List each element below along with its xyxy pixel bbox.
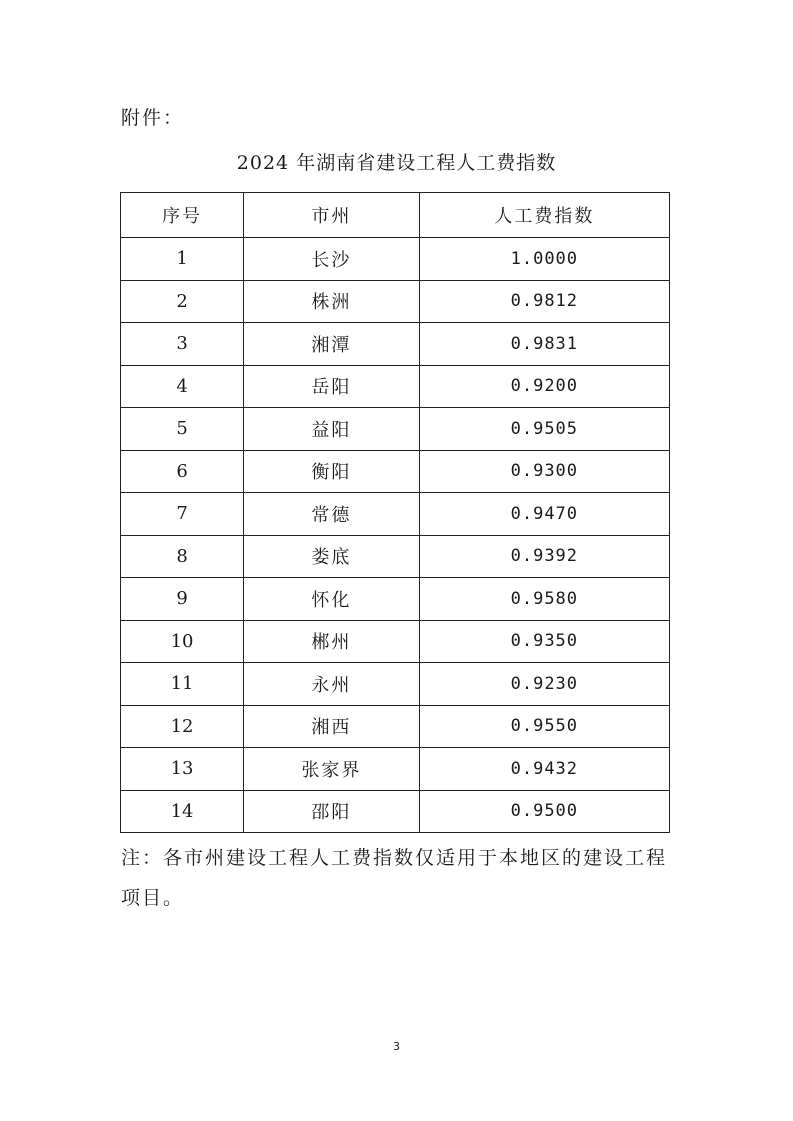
table-row xyxy=(121,790,670,833)
table-row xyxy=(121,748,670,791)
row-index: 0.9300 xyxy=(419,450,669,493)
table-row xyxy=(121,280,670,323)
row-number: 6 xyxy=(121,450,244,493)
row-number: 14 xyxy=(121,790,244,833)
row-number: 10 xyxy=(121,620,244,663)
row-city: 张家界 xyxy=(244,748,420,791)
attachment-label: 附件： xyxy=(121,107,185,129)
row-number: 8 xyxy=(121,535,244,578)
row-number: 7 xyxy=(121,493,244,536)
row-number: 1 xyxy=(121,238,244,281)
row-index: 0.9500 xyxy=(419,790,669,833)
row-city: 湘西 xyxy=(244,705,420,748)
row-index: 0.9505 xyxy=(419,408,669,451)
labor-cost-index-table xyxy=(120,192,670,833)
row-index: 1.0000 xyxy=(419,238,669,281)
row-number: 13 xyxy=(121,748,244,791)
row-city: 娄底 xyxy=(244,535,420,578)
row-index: 0.9432 xyxy=(419,748,669,791)
row-index: 0.9470 xyxy=(419,493,669,536)
table-row xyxy=(121,620,670,663)
row-city: 长沙 xyxy=(244,238,420,281)
row-city: 怀化 xyxy=(244,578,420,621)
row-index: 0.9200 xyxy=(419,365,669,408)
table-row xyxy=(121,408,670,451)
row-index: 0.9580 xyxy=(419,578,669,621)
row-index: 0.9550 xyxy=(419,705,669,748)
row-number: 12 xyxy=(121,705,244,748)
footnote: 注：各市州建设工程人工费指数仅适用于本地区的建设工程项目。 xyxy=(121,847,668,909)
table-row xyxy=(121,238,670,281)
row-city: 株洲 xyxy=(244,280,420,323)
row-city: 郴州 xyxy=(244,620,420,663)
row-number: 5 xyxy=(121,408,244,451)
table-row xyxy=(121,535,670,578)
row-index: 0.9230 xyxy=(419,663,669,706)
table-row xyxy=(121,705,670,748)
row-city: 湘潭 xyxy=(244,323,420,366)
document-title: 2024 年湖南省建设工程人工费指数 xyxy=(236,152,557,174)
page-number: 3 xyxy=(393,1040,400,1053)
table-row xyxy=(121,323,670,366)
table-row xyxy=(121,493,670,536)
table-row xyxy=(121,365,670,408)
row-city: 衡阳 xyxy=(244,450,420,493)
row-index: 0.9812 xyxy=(419,280,669,323)
header-city: 市州 xyxy=(244,193,420,238)
row-city: 永州 xyxy=(244,663,420,706)
row-number: 11 xyxy=(121,663,244,706)
header-labor-cost-index: 人工费指数 xyxy=(419,193,669,238)
table-row xyxy=(121,578,670,621)
row-number: 3 xyxy=(121,323,244,366)
row-number: 4 xyxy=(121,365,244,408)
row-city: 益阳 xyxy=(244,408,420,451)
row-index: 0.9831 xyxy=(419,323,669,366)
header-serial-number: 序号 xyxy=(121,193,244,238)
table-row xyxy=(121,663,670,706)
table-header-row xyxy=(121,193,670,238)
table-row xyxy=(121,450,670,493)
row-index: 0.9392 xyxy=(419,535,669,578)
row-number: 9 xyxy=(121,578,244,621)
row-index: 0.9350 xyxy=(419,620,669,663)
row-city: 岳阳 xyxy=(244,365,420,408)
row-city: 邵阳 xyxy=(244,790,420,833)
row-city: 常德 xyxy=(244,493,420,536)
row-number: 2 xyxy=(121,280,244,323)
